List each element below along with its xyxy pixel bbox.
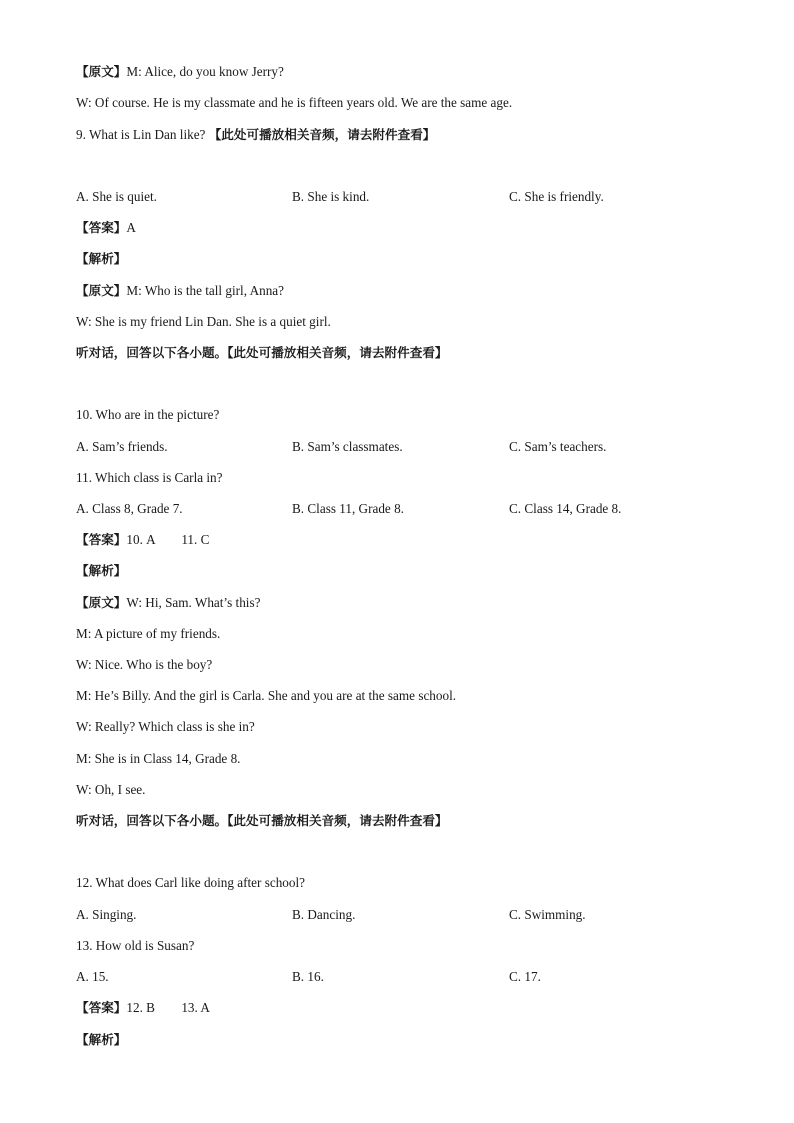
- answer-line: [76, 219, 136, 237]
- analysis-tag: 【解析】: [76, 1032, 127, 1047]
- option-a: A. Sam’s friends.: [76, 439, 168, 454]
- question-11: 11. Which class is Carla in?: [76, 470, 223, 485]
- audio-note: 【此处可播放相关音频，请去附件查看】: [208, 127, 436, 142]
- answer-text: A: [126, 220, 136, 235]
- analysis-line: [76, 562, 126, 580]
- transcript-line: W: Of course. He is my classmate and he is fifteen years old. We are the same age.: [76, 95, 513, 110]
- listening-instruction: 听对话，回答以下各小题。【此处可播放相关音频，请去附件查看】: [76, 813, 448, 828]
- answer-text: 12. B 13. A: [126, 1000, 210, 1015]
- question-13: 13. How old is Susan?: [76, 938, 195, 953]
- analysis-line: [76, 250, 126, 268]
- transcript-line: W: She is my friend Lin Dan. She is a quiet girl.: [76, 314, 331, 329]
- analysis-tag: 【解析】: [76, 563, 127, 578]
- transcript-line: [76, 282, 284, 300]
- option-b: B. Sam’s classmates.: [292, 439, 403, 454]
- transcript-text: W: Hi, Sam. What’s this?: [126, 595, 261, 610]
- transcript-text: M: Who is the tall girl, Anna?: [126, 283, 284, 298]
- option-b: B. Class 11, Grade 8.: [292, 501, 404, 516]
- option-c: C. 17.: [509, 969, 541, 984]
- option-a: A. 15.: [76, 969, 109, 984]
- question-9: [76, 126, 435, 144]
- option-b: B. She is kind.: [292, 189, 370, 204]
- transcript-line: M: A picture of my friends.: [76, 626, 221, 641]
- question-12: 12. What does Carl like doing after school?: [76, 875, 306, 890]
- option-a: A. Class 8, Grade 7.: [76, 501, 183, 516]
- transcript-line: M: She is in Class 14, Grade 8.: [76, 751, 241, 766]
- question-text: 9. What is Lin Dan like?: [76, 127, 209, 142]
- original-text-tag: 【原文】: [76, 64, 127, 79]
- answer-text: 10. A 11. C: [126, 532, 210, 547]
- answer-line: [76, 531, 209, 549]
- original-text-tag: 【原文】: [76, 283, 127, 298]
- answer-tag: 【答案】: [76, 532, 127, 547]
- transcript-line: M: He’s Billy. And the girl is Carla. She and you are at the same school.: [76, 688, 457, 703]
- option-c: C. Swimming.: [509, 907, 586, 922]
- transcript-line: W: Nice. Who is the boy?: [76, 657, 213, 672]
- transcript-line: [76, 63, 284, 81]
- transcript-line: W: Really? Which class is she in?: [76, 719, 255, 734]
- question-10: 10. Who are in the picture?: [76, 407, 220, 422]
- option-c: C. She is friendly.: [509, 189, 604, 204]
- original-text-tag: 【原文】: [76, 595, 127, 610]
- option-a: A. She is quiet.: [76, 189, 157, 204]
- option-b: B. 16.: [292, 969, 324, 984]
- transcript-line: W: Oh, I see.: [76, 782, 146, 797]
- option-c: C. Sam’s teachers.: [509, 439, 607, 454]
- answer-tag: 【答案】: [76, 220, 127, 235]
- option-a: A. Singing.: [76, 907, 137, 922]
- answer-tag: 【答案】: [76, 1000, 127, 1015]
- listening-instruction: 听对话，回答以下各小题。【此处可播放相关音频，请去附件查看】: [76, 345, 448, 360]
- option-c: C. Class 14, Grade 8.: [509, 501, 622, 516]
- transcript-text: M: Alice, do you know Jerry?: [126, 64, 284, 79]
- answer-line: [76, 999, 210, 1017]
- transcript-line: [76, 594, 260, 612]
- analysis-line: [76, 1031, 126, 1049]
- analysis-tag: 【解析】: [76, 251, 127, 266]
- option-b: B. Dancing.: [292, 907, 356, 922]
